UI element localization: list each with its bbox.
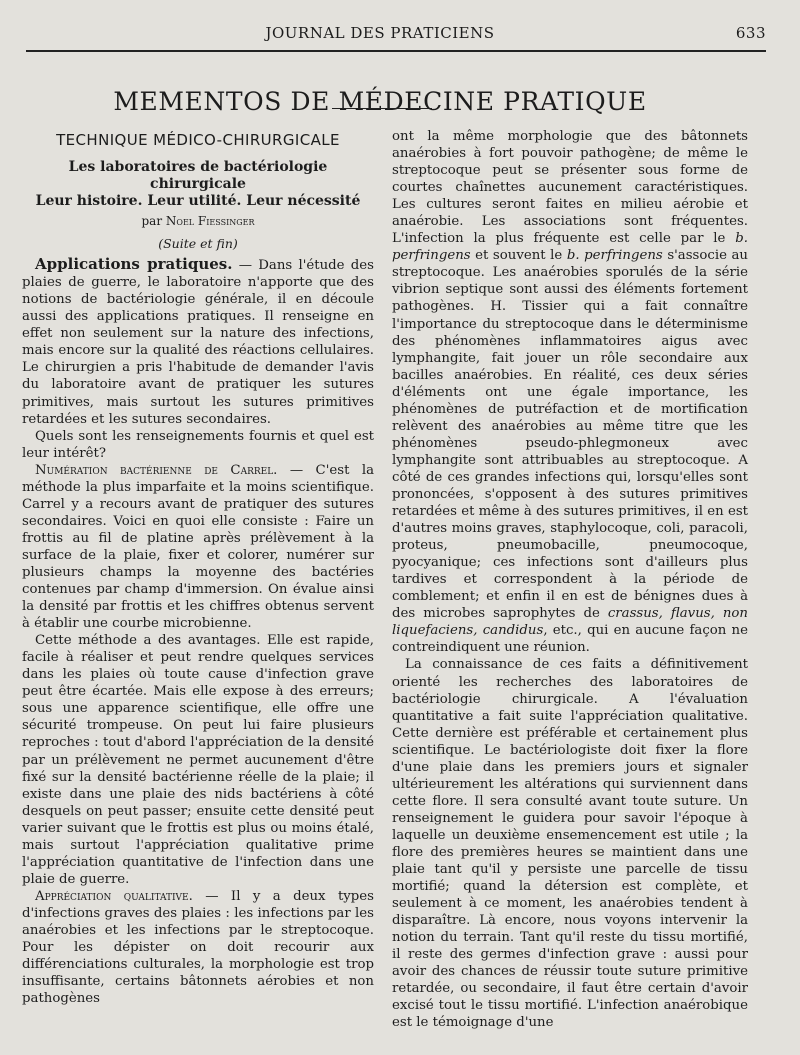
text-run: s'associe au streptocoque. Les anaérobies sporulés de la série vibrion septique sont aussi des éléments fortement pathogènes. H. Tissier qui a fait connaître l'importance du streptocoque dans le déterminisme des phénomènes inflammatoires aigus avec lymphangite, fait jouer un rôle secondaire aux bacilles anaérobies. En réalité, ces deux séries d'éléments ont une égale importance, les phénomènes de putréfaction et de mortification relèvent des anaérobies au même titre que les phénomènes pseudo-phlegmoneux avec lymphangite sont attribuables au streptocoque. A côté de ces grandes infections qui, lorsqu'elles sont prononcées, s'opposent à des sutures primitives retardées et même à des sutures primitives, il en est d'autres moins graves, staphylocoque, coli, paracoli, proteus, pneumobacille, pneumocoque, pyocyanique; ces infections sont d'ailleurs plus tardives et correspondent à la période de comblement; et enfin il en est de bénignes dues à des microbes saprophytes de	[392, 248, 748, 622]
paragraph-numeration	[22, 462, 374, 632]
page-number: 633	[735, 24, 766, 42]
text-run: ont la même morphologie que des bâtonnets anaérobies à fort pouvoir pathogène; de même le streptocoque peut se présenter sous forme de courtes chaînettes aucunement caractéristiques. Les cultures seront faites en milieu aérobie et anaérobie. Les associations sont fréquentes. L'infection la plus fréquente est celle par le	[392, 129, 748, 247]
subheading-applications: Applications pratiques.	[35, 255, 233, 274]
paragraph-question: Quels sont les renseignements fournis et quel est leur intérêt?	[22, 428, 374, 461]
article-title-line2: Leur histoire. Leur utilité. Leur nécessité	[35, 193, 361, 210]
paragraph-connaissance: La connaissance de ces faits a définitivement orienté les recherches des laboratoires de bactériologie chirurgicale. A l'évaluation quantitative a fait suite l'appréciation qualitative. Cette dernière est préférable et certainement plus scientifique. Le bactériologiste doit fixer la flore d'une plaie dans les premiers jours et signaler ultérieurement les altérations qui surviennent dans cette flore. Il sera consulté avant toute suture. Un renseignement le guidera pour savoir l'époque à laquelle un deuxième ensemencement est utile ; la flore des premières heures se maintient dans une plaie tant qu'il y persiste une parcelle de tissu mortifié; quand la détersion est complète, et seulement à ce moment, les anaérobies tendent à disparaître. Là encore, nous voyons intervenir la notion du terrain. Tant qu'il reste du tissu mortifié, il reste des germes d'infection grave : aussi pour avoir des chances de réussir toute suture primitive retardée, ou secondaire, il faut être certain d'avoir excisé tout le tissu mortifié. L'infection anaérobique est le témoignage d'une	[392, 657, 748, 1031]
rubric-heading: TECHNIQUE MÉDICO-CHIRURGICALE	[56, 131, 340, 149]
paragraph-applications	[22, 256, 374, 427]
right-column	[392, 128, 748, 1031]
species-list: crassus, flavus, non liquefaciens, candidus	[392, 606, 748, 639]
text-run: et souvent le	[470, 248, 567, 264]
byline	[22, 213, 374, 230]
paragraph-methode: Cette méthode a des avantages. Elle est rapide, facile à réaliser et peut rendre quelques services dans les plaies où toute cause d'infection grave peut être écartée. Mais elle expose à des erreurs; sous une apparence scientifique, elle offre une sécurité trompeuse. On peut lui faire plusieurs reproches : tout d'abord l'appréciation de la densité par un prélèvement ne permet aucunement d'être fixé sur la densité bactérienne réelle de la plaie; il existe dans une plaie des nids bactériens à côté desquels on peut passer; ensuite cette densité peut varier suivant que le frottis est plus ou moins étalé, mais surtout l'appréciation qualitative prime l'appréciation quantitative de l'infection dans une plaie de guerre.	[22, 633, 374, 887]
left-column	[22, 128, 374, 1007]
species-name: b. perfringens	[392, 231, 748, 264]
title-rule	[332, 108, 432, 109]
paragraph-continued	[392, 128, 748, 656]
article-title-line1: Les laboratoires de bactériologie chirurgicale	[68, 159, 328, 193]
paragraph-qualitative	[22, 888, 374, 1007]
byline-prefix: par	[141, 214, 163, 229]
running-head	[0, 24, 800, 46]
header-rule	[26, 50, 766, 52]
paragraph-text: — Il y a deux types d'infections graves des plaies : les infections par les anaérobies et les infections par le streptocoque. Pour les dépister on doit recourir aux différenciations culturales, la morphologie est trop insuffisante, certains bâtonnets aérobies et non pathogènes	[22, 888, 375, 1007]
subheading-numeration: Numération bactérienne de Carrel.	[35, 462, 278, 478]
journal-title: JOURNAL DES PRATICIENS	[265, 24, 495, 42]
paragraph-text: — Dans l'étude des plaies de guerre, le laboratoire n'apporte que des notions de bactériologie générale, il en découle aussi des applications pratiques. Il renseigne en effet non seulement sur la nature des infections, mais encore sur la qualité des réactions cellulaires. Le chirurgien a pris l'habitude de demander l'avis du laboratoire avant de pratiquer les sutures primitives, mais surtout les sutures primitives retardées et les sutures secondaires.	[22, 258, 374, 427]
paragraph-text: — C'est la méthode la plus imparfaite et la moins scientifique. Carrel y a recours avant de pratiquer des sutures secondaires. Voici en quoi elle consiste : Faire un frottis au fil de platine après prélèvement à la surface de la plaie, fixer et colorer, numérer sur plusieurs champs la moyenne des bactéries contenues par champ d'immersion. On évalue ainsi la densité par frottis et les chiffres obtenus servent à établir une courbe microbienne.	[22, 462, 374, 632]
section-title: MEMENTOS DE MÉDECINE PRATIQUE	[113, 86, 647, 116]
subheading-qualitative: Appréciation qualitative.	[35, 888, 193, 904]
species-name: b. perfringens	[566, 248, 663, 264]
text-run: , etc., qui en aucune façon ne contreindiquent une réunion.	[392, 623, 748, 656]
continuation-note: (Suite et fin)	[158, 236, 238, 252]
author-name: Noel Fiessinger	[165, 214, 255, 229]
